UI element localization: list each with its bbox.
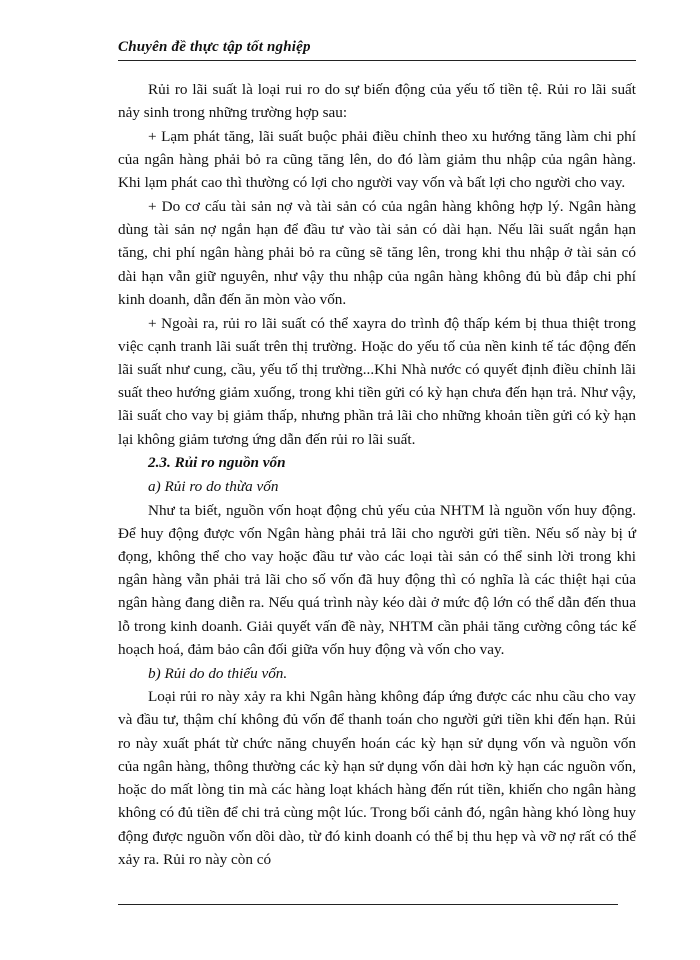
page-header [118,38,636,61]
section-heading-funding-risk: 2.3. Rủi ro nguồn vốn [148,454,286,472]
footer-rule [118,904,618,905]
header-title: Chuyên đề thực tập tốt nghiệp [118,39,311,55]
paragraph-interest-rate-risk-intro: Rủi ro lãi suất là loại rui ro do sự biến động của yếu tố tiền tệ. Rủi ro lãi suất nảy sinh trong những trường hợp sau: [118,81,636,122]
subheading-excess-capital: a) Rủi ro do thừa vốn [148,477,279,495]
paragraph-other-causes: + Ngoài ra, rủi ro lãi suất có thể xayra do trình độ thấp kém bị thua thiệt trong việc cạnh tranh lãi suất trên thị trường. Hoặc do yếu tố của nền kinh tế tác động đến lãi suất như cung, cầu, yếu tố thị trường...Khi Nhà nước có quyết định điều chỉnh lãi suất theo hướng giảm xuống, trong khi tiền gửi có kỳ hạn chưa đến hạn trả. Như vậy, lãi suất cho vay bị giảm thấp, nhưng phần trả lãi cho những khoản tiền gửi có kỳ hạn lại không giảm tương ứng dẫn đến rủi ro lãi suất. [118,314,636,448]
paragraph-capital-shortage: Loại rủi ro này xảy ra khi Ngân hàng không đáp ứng được các nhu cầu cho vay và đầu tư, thậm chí không đủ vốn để thanh toán cho người gửi tiền khi đến hạn. Rủi ro này xuất phát từ chức năng chuyển hoán các kỳ hạn sử dụng vốn và nguồn vốn của ngân hàng, thông thường các kỳ hạn sử dụng vốn dài hơn kỳ hạn các nguồn vốn, hoặc do mất lòng tin mà các hàng loạt khách hàng đến rút tiền, khiến cho ngân hàng không có đủ tiền để chi trả cùng một lúc. Trong bối cảnh đó, ngân hàng khó lòng huy động được nguồn vốn dồi dào, từ đó kinh doanh có thể bị thu hẹp và vỡ nợ rất có thể xảy ra. Rủi ro này còn có [118,688,636,868]
subheading-capital-shortage: b) Rủi do do thiếu vốn. [148,664,288,682]
document-body [118,78,636,871]
paragraph-asset-liability-structure: + Do cơ cấu tài sản nợ và tài sản có của ngân hàng không hợp lý. Ngân hàng dùng tài sản nợ ngắn hạn để đầu tư vào tài sản có dài hạn. Nếu lãi suất ngắn hạn tăng, chi phí ngân hàng phải bỏ ra cũng sẽ tăng lên, trong khi thu nhập ở tài sản có dài hạn vẫn giữ nguyên, như vậy thu nhập của ngân hàng không đủ bù đắp chi phí kinh doanh, dẫn đến ăn mòn vào vốn. [118,198,636,308]
paragraph-excess-capital: Như ta biết, nguồn vốn hoạt động chủ yếu của NHTM là nguồn vốn huy động. Để huy động được vốn Ngân hàng phải trả lãi cho người gửi tiền. Nếu số này bị ứ đọng, không thể cho vay hoặc đầu tư vào các loại tài sản có thể sinh lời trong khi ngân hàng vẫn phải trả lãi cho số vốn đã huy động thì có nghĩa là các thiệt hại của ngân hàng đang diễn ra. Nếu quá trình này kéo dài ở mức độ lớn có thể dẫn đến thua lỗ trong kinh doanh. Giải quyết vấn đề này, NHTM cần phải tăng cường công tác kế hoạch hoá, đảm bảo cân đối giữa vốn huy động và vốn cho vay. [118,501,636,658]
paragraph-inflation: + Lạm phát tăng, lãi suất buộc phải điều chỉnh theo xu hướng tăng làm chi phí của ngân hàng phải bỏ ra cũng tăng lên, do đó làm giảm thu nhập của ngân hàng. Khi lạm phát cao thì thường có lợi cho người vay vốn và bất lợi cho người cho vay. [118,127,636,192]
